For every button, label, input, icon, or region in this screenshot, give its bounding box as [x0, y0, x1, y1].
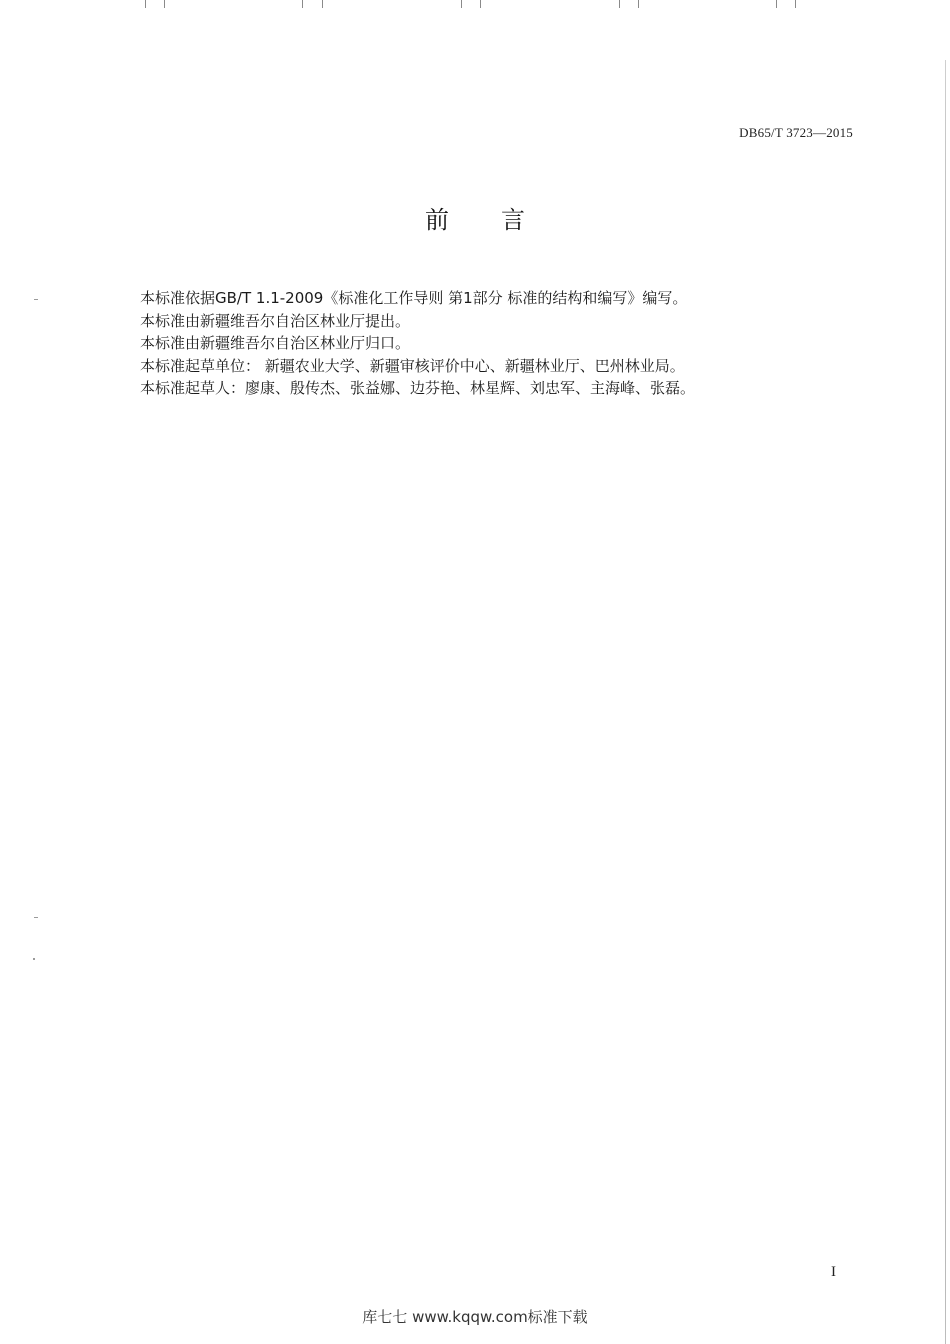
page-number: I — [831, 1264, 836, 1280]
scan-tick-mark — [461, 0, 462, 8]
scan-tick-mark — [795, 0, 796, 8]
scan-tick-mark — [638, 0, 639, 8]
footer-watermark: 库七七 www.kqqw.com标准下载 — [362, 1308, 588, 1326]
foreword-body — [140, 287, 840, 400]
scan-tick-mark — [619, 0, 620, 8]
scan-speck — [34, 299, 38, 300]
paragraph: 本标准依据GB/T 1.1-2009《标准化工作导则 第1部分 标准的结构和编写》编写。 — [140, 289, 688, 307]
document-code: DB65/T 3723—2015 — [739, 125, 853, 140]
scan-edge-line — [945, 60, 946, 1344]
title-char-2: 言 — [501, 206, 525, 234]
scan-tick-mark — [145, 0, 146, 8]
paragraph: 本标准由新疆维吾尔自治区林业厅提出。 — [140, 311, 411, 330]
title-char-1: 前 — [425, 206, 449, 234]
scan-tick-mark — [480, 0, 481, 8]
paragraph: 本标准由新疆维吾尔自治区林业厅归口。 — [140, 334, 411, 352]
page-title — [0, 200, 950, 235]
scan-tick-mark — [322, 0, 323, 8]
scan-tick-mark — [776, 0, 777, 8]
scan-speck — [34, 917, 38, 918]
paragraph: 本标准起草人：廖康、殷传杰、张益娜、边芬艳、林星辉、刘忠军、主海峰、张磊。 — [140, 379, 696, 397]
scan-tick-mark — [302, 0, 303, 8]
scan-speck — [33, 958, 35, 960]
scan-tick-mark — [164, 0, 165, 8]
paragraph: 本标准起草单位： 新疆农业大学、新疆审核评价中心、新疆林业厅、巴州林业局。 — [140, 356, 685, 375]
